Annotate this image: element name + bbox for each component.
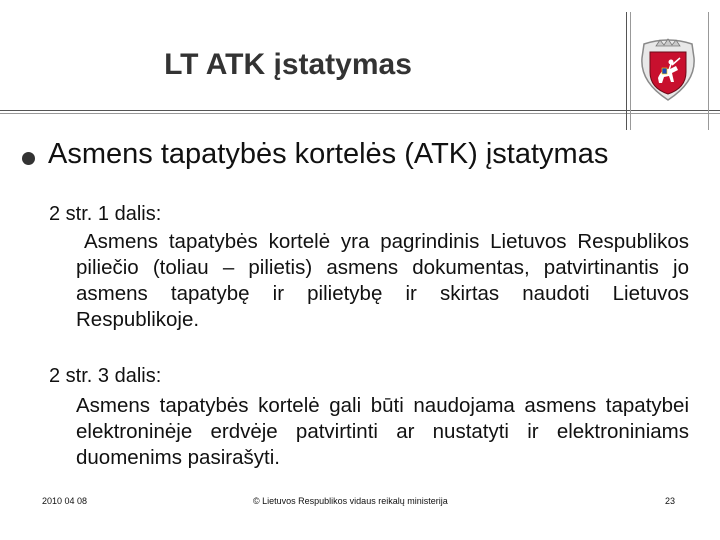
vertical-rule-3 (708, 12, 709, 130)
footer-copyright: © Lietuvos Respublikos vidaus reikalų ministerija (253, 496, 448, 506)
law-heading: Asmens tapatybės kortelės (ATK) įstatymas (48, 138, 609, 170)
title-underline (0, 110, 720, 111)
bullet-dot (22, 152, 35, 165)
article-label-2: 2 str. 3 dalis: (49, 365, 162, 387)
article-text-1: Asmens tapatybės kortelė yra pagrindinis Lietuvos Respublikos piliečio (toliau – pilietis) asmens dokumentas, patvirtinantis jo asmens tapatybę ir pilietybę ir skirtas naudoti Lietuvos Respublikoje. (76, 230, 689, 331)
footer-date: 2010 04 08 (42, 496, 88, 506)
vertical-rule-1 (626, 12, 627, 130)
article-label-1: 2 str. 1 dalis: (49, 203, 162, 225)
page-title: LT ATK įstatymas (164, 48, 412, 81)
vertical-rule-2 (630, 12, 631, 130)
title-underline-2 (0, 113, 720, 114)
coat-of-arms-icon (638, 38, 698, 102)
article-text-2: Asmens tapatybės kortelė gali būti naudojama asmens tapatybei elektroninėje erdvėje patvirtinti ar nustatyti ir elektroniniams duomenims pasirašyti. (76, 394, 689, 469)
page-number: 23 (665, 496, 676, 506)
